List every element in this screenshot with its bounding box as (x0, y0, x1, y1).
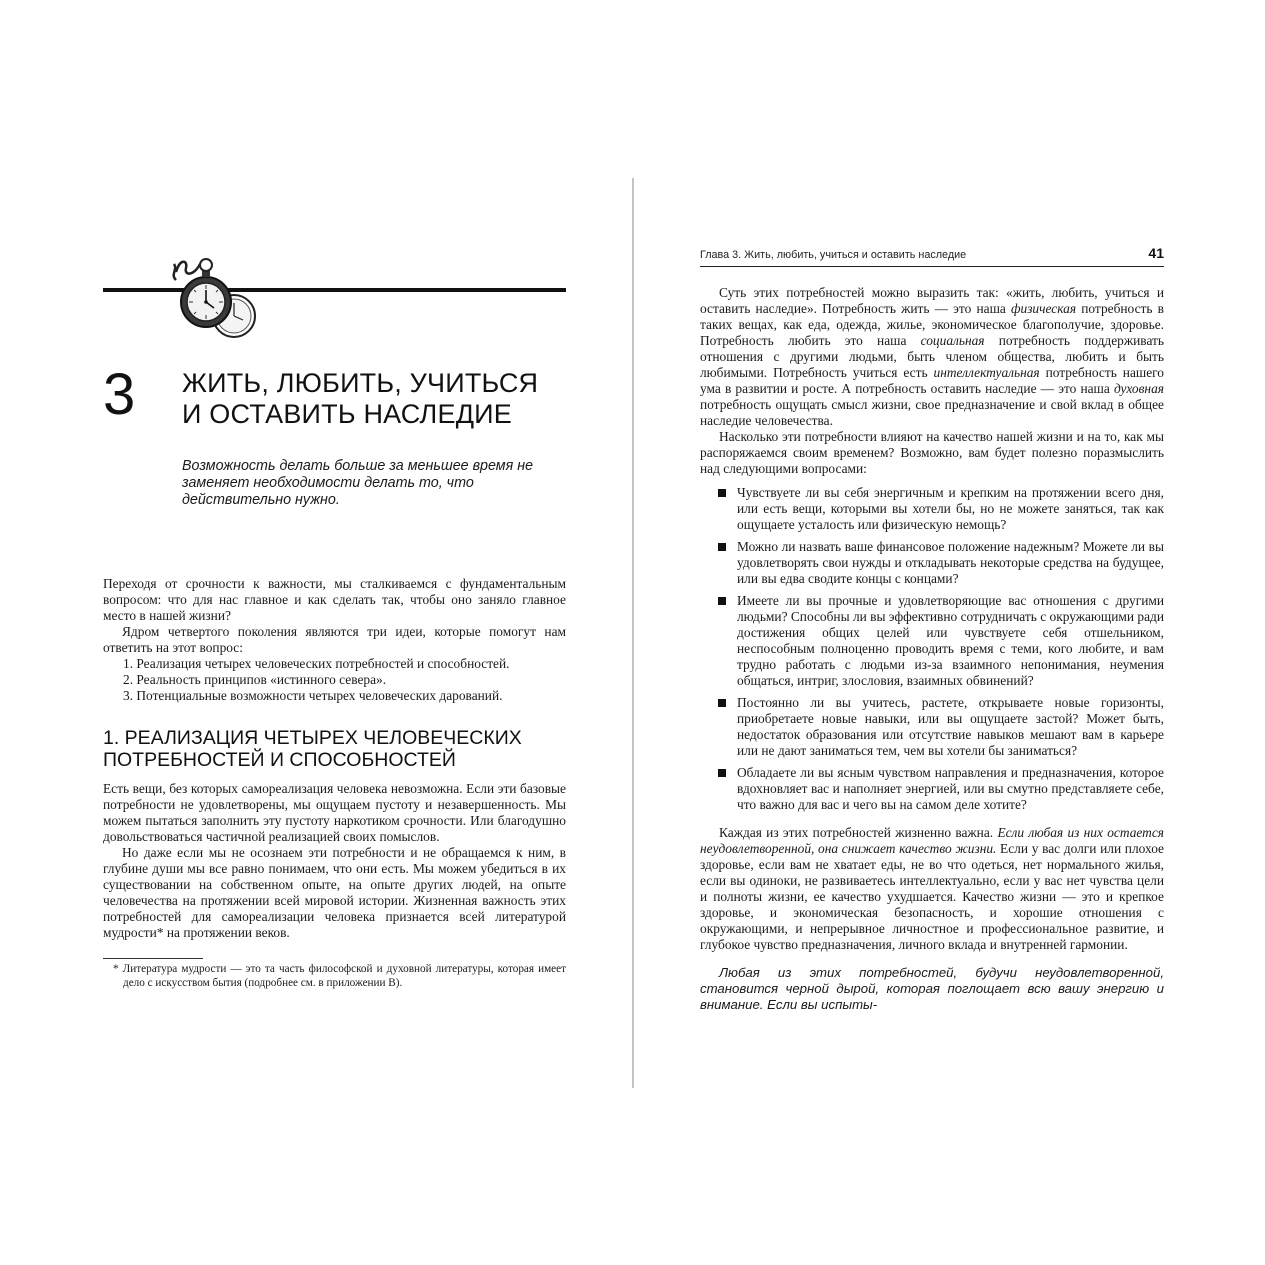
italic-run: Если любая из них остается неудовлетворенной, она снижает качество жизни. (700, 825, 1164, 856)
footnote-text: * Литература мудрости — это та часть философской и духовной литературы, которая имеет дело с искусством бытия (подробнее см. в приложении В). (113, 963, 566, 989)
intro-paragraph: Переходя от срочности к важности, мы сталкиваемся с фундаментальным вопросом: что для нас главное и как сделать так, чтобы оно заняло главное место в нашей жизни? (103, 576, 566, 623)
paragraph-quality-of-life (700, 825, 1164, 953)
text-run: потребность нашего ума в развитии и росте. А потребность оставить наследие — это наша (700, 365, 1164, 396)
core-paragraph: Ядром четвертого поколения являются три идеи, которые помогут нам ответить на этот вопрос: (103, 624, 566, 655)
section-heading-line: 1. РЕАЛИЗАЦИЯ ЧЕТЫРЕХ ЧЕЛОВЕЧЕСКИХ (103, 727, 522, 749)
italic-run: духовная (1113, 381, 1164, 396)
paragraph-needs-summary (700, 285, 1164, 429)
running-head (700, 246, 1164, 267)
list-item: 3. Потенциальные возможности четырех человеческих дарований. (123, 688, 503, 703)
left-body-text (103, 576, 566, 941)
text-run: Суть этих потребностей можно выразить так: «жить, любить, учиться и оставить наследие». Потребность жить — это наша (700, 285, 1164, 316)
paragraph-black-hole: Любая из этих потребностей, будучи неудовлетворенной, становится черной дырой, которая поглощает всю вашу энергию и внимание. Если вы испыты- (700, 965, 1164, 1012)
section-heading-line: ПОТРЕБНОСТЕЙ И СПОСОБНОСТЕЙ (103, 749, 456, 771)
chapter-number: 3 (103, 362, 136, 427)
bullet-item (700, 539, 1164, 587)
chapter-title-line: ЖИТЬ, ЛЮБИТЬ, УЧИТЬСЯ (182, 368, 539, 398)
pocket-watch-icon (164, 252, 264, 344)
numbered-list (103, 656, 566, 704)
italic-run: социальная (920, 333, 985, 348)
text-run: Если у вас долги или плохое здоровье, если вам не хватает еды, не во что одеться, нет нормального жилья, если вы одиноки, не развиваетесь интеллектуально, если у вас нет чувства цели и полноты жизни, ее качество ухудшается. Качество жизни — это и крепкое здоровье, и экономическая безопасность, и хорошие отношения с окружающими, и непрерывное личностное и профессиональное развитие, и глубокое чувство предназначения, личного вклада и внутренней гармонии. (700, 841, 1164, 952)
bullet-square-icon (718, 699, 726, 707)
bullet-text: Можно ли назвать ваше финансовое положение надежным? Можете ли вы удовлетворять свои нужды и откладывать некоторые средства на будущее, или вы едва сводите концы с концами? (737, 539, 1164, 586)
page-number: 41 (1148, 245, 1164, 261)
paragraph-questions-intro: Насколько эти потребности влияют на качество нашей жизни и на то, как мы распоряжаемся своим временем? Возможно, вам будет полезно поразмыслить над следующими вопросами: (700, 429, 1164, 476)
right-body-text (700, 285, 1164, 1013)
text-run: потребность ощущать смысл жизни, свое предназначение и свой вклад в общее наследие человечества. (700, 397, 1164, 428)
section-heading (103, 727, 566, 771)
bullet-square-icon (718, 489, 726, 497)
bullet-text: Постоянно ли вы учитесь, растете, открываете новые горизонты, приобретаете новые навыки, или вы ощущаете застой? Может быть, недостаток образования или отсутствие навыков мешают вам в карьере или не дают заниматься тем, чем вы хотели бы заниматься? (737, 695, 1164, 758)
footnote (103, 962, 566, 990)
epigraph: Возможность делать больше за меньшее время не заменяет необходимости делать то, что действительно нужно. (182, 458, 534, 508)
list-item: 2. Реальность принципов «истинного севера». (123, 672, 387, 687)
bullet-square-icon (718, 769, 726, 777)
text-run: потребность в таких вещах, как еда, одежда, жилье, экономическое благополучие, здоровье. Потребность любить это наша (700, 301, 1164, 348)
bullet-item (700, 765, 1164, 813)
bullet-text: Чувствуете ли вы себя энергичным и крепким на протяжении всего дня, или есть вещи, которыми вы хотели бы, но не можете заняться, так как ощущаете усталость или физическую немощь? (737, 485, 1164, 532)
bullet-text: Имеете ли вы прочные и удовлетворяющие вас отношения с другими людьми? Способны ли вы эффективно сотрудничать с окружающими ради достижения общих целей или чувствуете себя отшельником, неспособным полноценно проводить время с теми, кого любите, и вам трудно работать с людьми из-за взаимного непонимания, неумения общаться, интриг, злословия, взаимных обвинений? (737, 593, 1165, 688)
bullet-item (700, 593, 1164, 689)
italic-run: интеллектуальная (933, 365, 1040, 380)
running-head-title: Глава 3. Жить, любить, учиться и оставить наследие (700, 249, 967, 261)
bullet-square-icon (718, 597, 726, 605)
section-paragraph: Есть вещи, без которых самореализация человека невозможна. Если эти базовые потребности не удовлетворены, мы ощущаем пустоту и незавершенность. Мы можем пытаться заполнить эту пустоту наркотиком срочности. Или благодушно довольствоваться частичной реализацией своих помыслов. (103, 781, 566, 844)
text-run: потребность поддерживать отношения с другими людьми, быть членом общества, любить и быть любимыми. Потребность учиться есть (700, 333, 1165, 380)
bullet-item (700, 695, 1164, 759)
chapter-title-line: И ОСТАВИТЬ НАСЛЕДИЕ (182, 399, 512, 429)
italic-run: физическая (1011, 301, 1077, 316)
chapter-title (182, 368, 582, 430)
bullet-square-icon (718, 543, 726, 551)
bullet-item (700, 485, 1164, 533)
bullet-text: Обладаете ли вы ясным чувством направления и предназначения, которое вдохновляет вас и наполняет энергией, или вы смутно представляете себе, что важно для вас и чего вы на самом деле хотите? (737, 765, 1164, 812)
text-run: Каждая из этих потребностей жизненно важна. (719, 825, 998, 840)
section-paragraph: Но даже если мы не осознаем эти потребности и не обращаемся к ним, в глубине души мы все равно понимаем, что они есть. Мы можем убедиться в их существовании на собственном опыте, на опыте других людей, на опыте человечества на протяжении всей мировой истории. Жизненная важность этих потребностей для самореализации человека признается всей литературой мудрости* на протяжении веков. (103, 845, 566, 940)
left-page (0, 0, 632, 1265)
bullet-list (700, 485, 1164, 813)
list-item: 1. Реализация четырех человеческих потребностей и способностей. (123, 656, 510, 671)
footnote-rule (103, 958, 203, 959)
